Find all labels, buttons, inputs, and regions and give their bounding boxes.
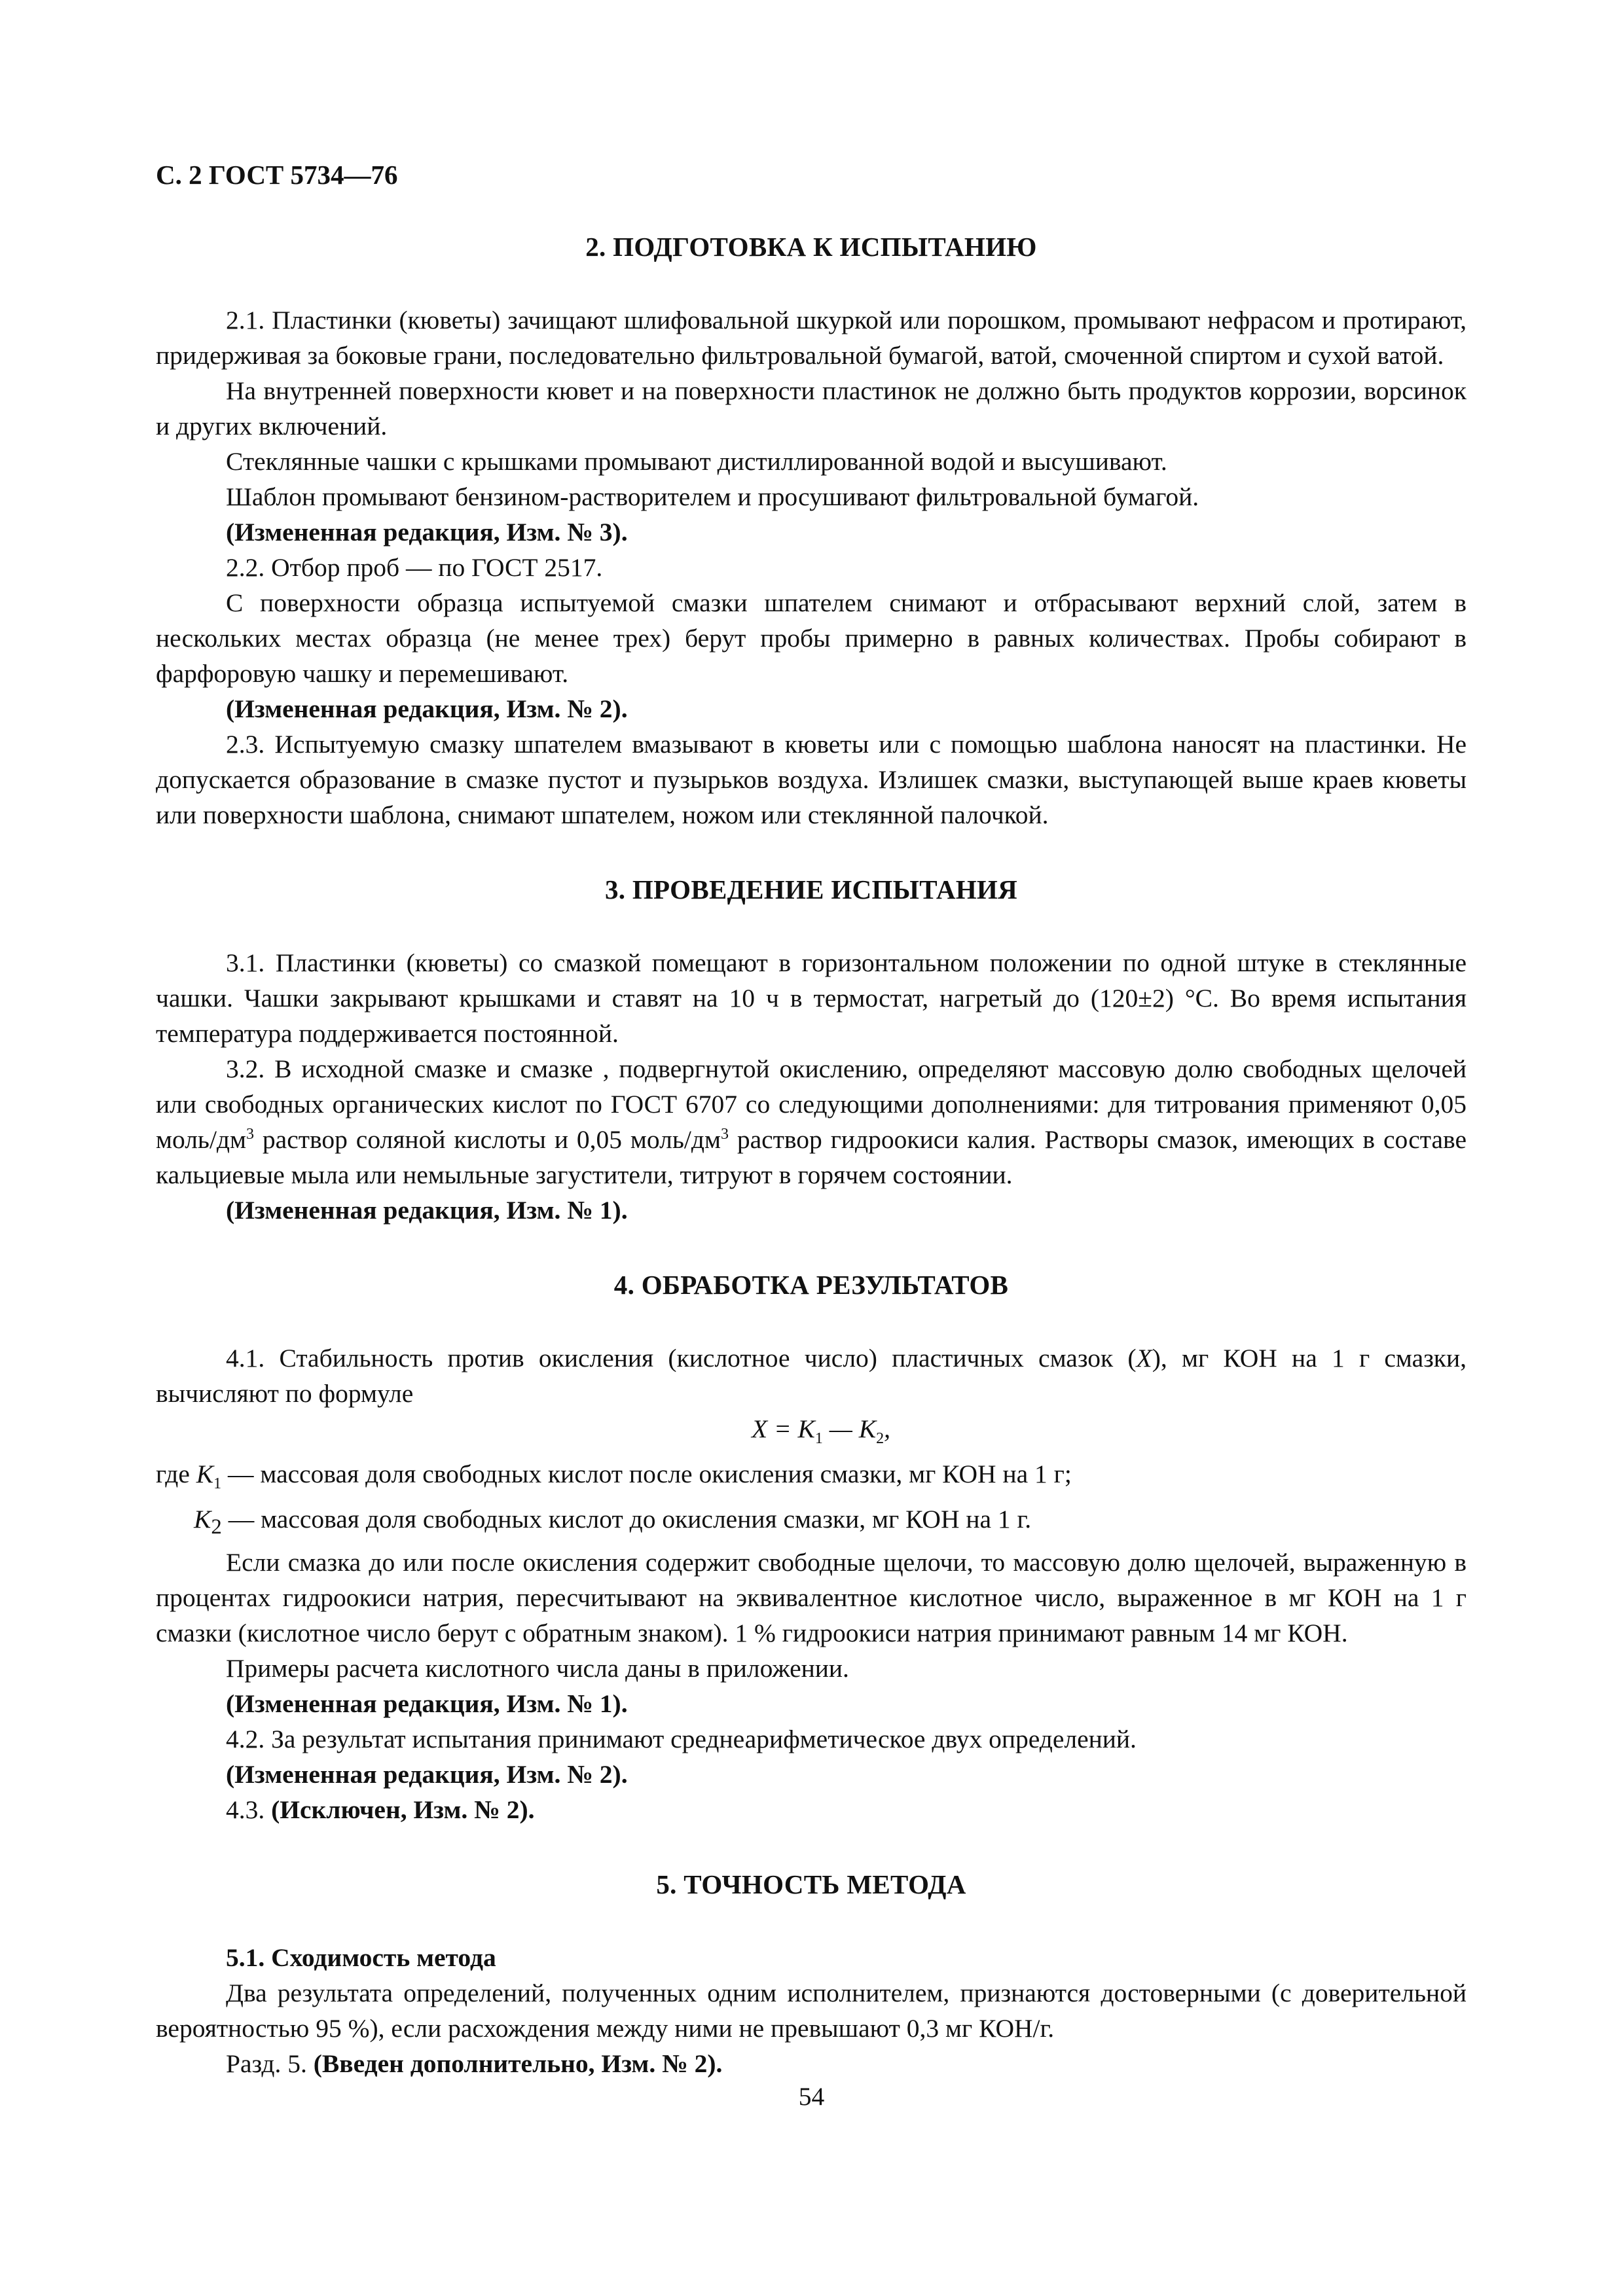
section-3-title: 3. ПРОВЕДЕНИЕ ИСПЫТАНИЯ xyxy=(604,874,1018,905)
paragraph-2-1-b: На внутренней поверхности кювет и на поверхности пластинок не должно быть продуктов коррозии, ворсинок и других включений. xyxy=(156,376,1467,440)
where-line-2 xyxy=(156,1501,1467,1545)
text-run: — массовая доля свободных кислот до окисления смазки, мг КОН на 1 г. xyxy=(221,1504,1032,1534)
paragraph-2-1-d: Шаблон промывают бензином-растворителем и просушивают фильтровальной бумагой. xyxy=(226,482,1199,511)
paragraph-2-3: 2.3. Испытуемую смазку шпателем вмазывают в кюветы или с помощью шаблона наносят на пластинки. Не допускается образование в смазке пустот и пузырьков воздуха. Излишек смазки, выступающей выше краев кюветы или поверхности шаблона, снимают шпателем, ножом или стеклянной палочкой. xyxy=(156,730,1467,829)
paragraph-2-1: 2.1. Пластинки (кюветы) зачищают шлифовальной шкуркой или порошком, промывают нефрасом и протирают, придерживая за боковые грани, последовательно фильтровальной бумагой, ватой, смоченной спиртом и сухой ватой. xyxy=(156,306,1467,370)
amendment-note: (Измененная редакция, Изм. № 1). xyxy=(226,1689,628,1718)
text-run: 4.1. Стабильность против окисления (кислотное число) пластичных смазок ( xyxy=(226,1344,1137,1372)
paragraph-3-1: 3.1. Пластинки (кюветы) со смазкой помещают в горизонтальном положении по одной штуке в стеклянные чашки. Чашки закрывают крышками и ставят на 10 ч в термостат, нагретый до (120±2) °С. Во время испытания температура поддерживается постоянной. xyxy=(156,948,1467,1048)
superscript: 3 xyxy=(246,1125,255,1143)
amendment-note: (Измененная редакция, Изм. № 1). xyxy=(226,1196,628,1225)
excluded-note: (Исключен, Изм. № 2). xyxy=(271,1795,535,1824)
paragraph-4-1 xyxy=(156,1340,1467,1411)
paragraph-4-1-b: Если смазка до или после окисления содержит свободные щелочи, то массовую долю щелочей, выраженную в процентах гидроокиси натрия, пересчитывают на эквивалентное кислотное число, выраженное в мг КОН на 1 г смазки (кислотное число берут с обратным знаком). 1 % гидроокиси натрия принимают равным 14 мг КОН. xyxy=(156,1547,1467,1647)
paragraph-2-2: 2.2. Отбор проб — по ГОСТ 2517. xyxy=(226,553,603,582)
text-run: — массовая доля свободных кислот после окисления смазки, мг КОН на 1 г; xyxy=(221,1459,1072,1488)
text-run: Разд. 5. xyxy=(226,2049,314,2078)
formula-end: , xyxy=(884,1414,890,1443)
page-number: 54 xyxy=(798,2082,825,2111)
section-2-title: 2. ПОДГОТОВКА К ИСПЫТАНИЮ xyxy=(585,232,1037,262)
formula-lhs: X = K xyxy=(752,1414,815,1443)
section-5-title: 5. ТОЧНОСТЬ МЕТОДА xyxy=(656,1869,966,1899)
superscript: 3 xyxy=(720,1125,729,1143)
variable: K xyxy=(194,1504,211,1534)
paragraph-4-3 xyxy=(156,1792,1467,1827)
formula-mid: — K xyxy=(822,1414,877,1443)
paragraph-5-note xyxy=(156,2046,1467,2081)
document-page xyxy=(156,157,1467,2081)
amendment-note: (Измененная редакция, Изм. № 2). xyxy=(226,694,628,723)
where-line-1 xyxy=(156,1456,1467,1501)
subscript: 2 xyxy=(876,1429,884,1447)
paragraph-3-2 xyxy=(156,1051,1467,1193)
introduced-note: (Введен дополнительно, Изм. № 2). xyxy=(313,2049,723,2078)
text-run: 3.2. В исходной смазке и смазке , подвергнутой окислению, определяют массовую долю свободных щелочей или свободных органических кислот по ГОСТ 6707 со следующими дополнениями: для титрования применяют 0,05 моль/дм xyxy=(156,1054,1467,1154)
subsection-5-1-title: 5.1. Сходимость метода xyxy=(226,1943,496,1972)
text-run: 4.3. xyxy=(226,1795,272,1824)
variable: X xyxy=(1136,1344,1152,1372)
section-4-title: 4. ОБРАБОТКА РЕЗУЛЬТАТОВ xyxy=(613,1270,1009,1300)
amendment-note: (Измененная редакция, Изм. № 3). xyxy=(226,518,628,547)
text-run: ), мг КОН на 1 г смазки, вычисляют по формуле xyxy=(156,1344,1467,1408)
text-run: раствор гидроокиси калия. Растворы смазок, имеющих в составе кальциевые мыла или немыльные загустители, титруют в горячем состоянии. xyxy=(156,1125,1467,1189)
formula xyxy=(156,1411,1467,1456)
paragraph-4-1-c: Примеры расчета кислотного числа даны в приложении. xyxy=(226,1653,849,1683)
paragraph-2-1-c: Стеклянные чашки с крышками промывают дистиллированной водой и высушивают. xyxy=(226,447,1167,476)
text-run: раствор соляной кислоты и 0,05 моль/дм xyxy=(254,1125,721,1154)
running-head: С. 2 ГОСТ 5734—76 xyxy=(156,160,398,190)
text-run: где xyxy=(156,1459,196,1488)
paragraph-2-2-b: С поверхности образца испытуемой смазки шпателем снимают и отбрасывают верхний слой, затем в нескольких местах образца (не менее трех) берут пробы примерно в равных количествах. Пробы собирают в фарфоровую чашку и перемешивают. xyxy=(156,588,1467,688)
paragraph-4-2: 4.2. За результат испытания принимают среднеарифметическое двух определений. xyxy=(226,1724,1137,1753)
paragraph-5-1: Два результата определений, полученных одним исполнителем, признаются достоверными (с доверительной вероятностью 95 %), если расхождения между ними не превышают 0,3 мг КОН/г. xyxy=(156,1978,1467,2043)
subscript: 1 xyxy=(814,1429,823,1447)
variable: K xyxy=(196,1459,214,1488)
amendment-note: (Измененная редакция, Изм. № 2). xyxy=(226,1759,628,1789)
subscript: 1 xyxy=(213,1475,222,1492)
subscript: 2 xyxy=(211,1515,222,1539)
